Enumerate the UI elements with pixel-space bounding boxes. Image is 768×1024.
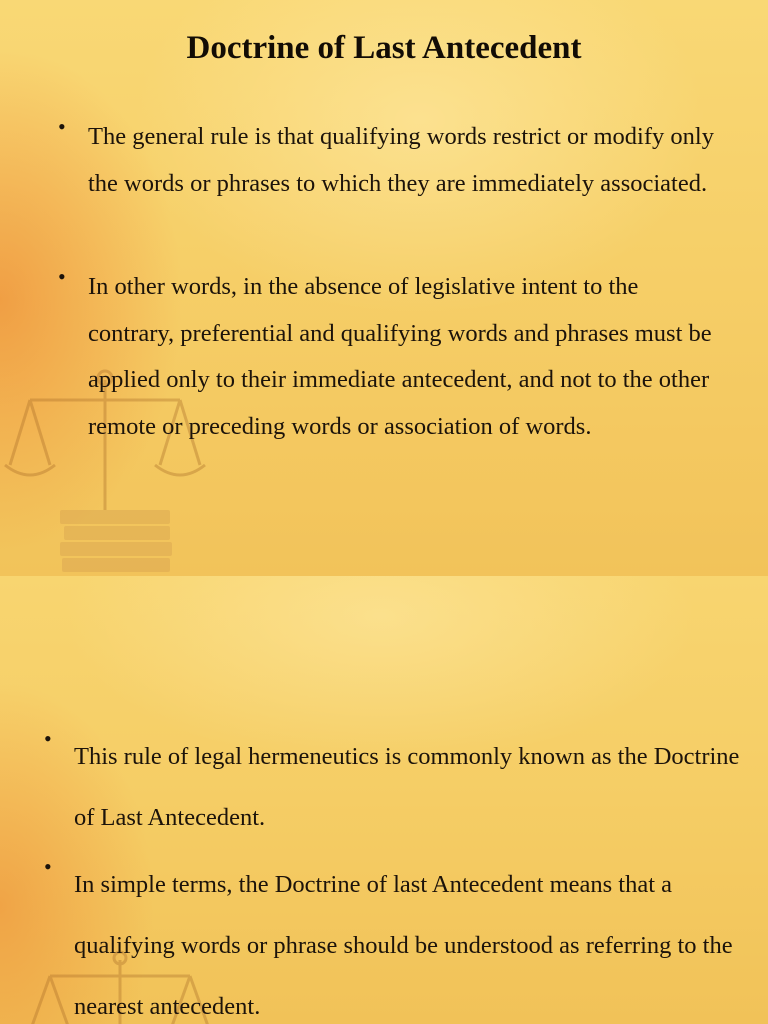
bullet-text: This rule of legal hermeneutics is commonly known as the Doctrine of Last Antecedent.	[74, 743, 740, 831]
bullet-icon: •	[58, 264, 66, 289]
bullet-item	[44, 726, 744, 848]
bullet-item	[58, 114, 728, 207]
bullet-text: The general rule is that qualifying words restrict or modify only the words or phrases to which they are immediately associated.	[88, 123, 714, 197]
bullet-text: In simple terms, the Doctrine of last Antecedent means that a qualifying words or phrase should be understood as referring to the nearest antecedent.	[74, 871, 733, 1020]
slide-2	[0, 576, 768, 1024]
bullet-list	[58, 114, 728, 450]
bullet-icon: •	[44, 854, 52, 879]
bullet-list	[44, 726, 744, 1024]
slide-title: Doctrine of Last Antecedent	[186, 30, 582, 66]
bullet-text: In other words, in the absence of legislative intent to the contrary, preferential and qualifying words and phrases must be applied only to their immediate antecedent, and not to the other remote or preceding words or association of words.	[88, 273, 712, 440]
bullet-item	[44, 854, 744, 1024]
bullet-item	[58, 264, 728, 450]
bullet-icon: •	[58, 114, 66, 139]
bullet-icon: •	[44, 726, 52, 751]
